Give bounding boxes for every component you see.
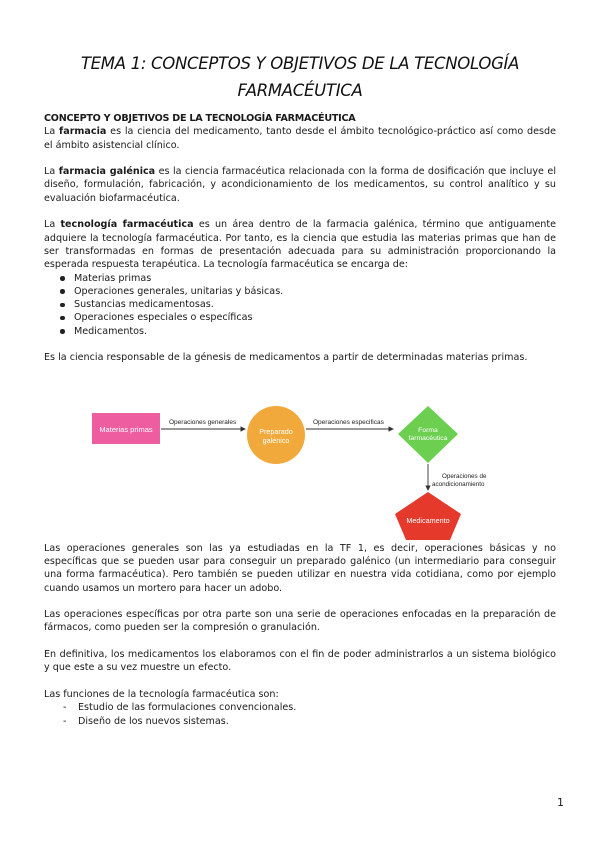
- edge-generales-label: Operaciones generales: [169, 419, 237, 426]
- node-forma-label-1: Forma: [418, 427, 438, 434]
- term-tecnologia-farmaceutica: tecnología farmacéutica: [60, 219, 194, 231]
- list-item: Sustancias medicamentosas.: [44, 298, 556, 311]
- edge-especificas-label: Operaciones especificas: [313, 419, 384, 426]
- paragraph-genesis: Es la ciencia responsable de la génesis de medicamentos a partir de determinadas materias primas.: [44, 352, 528, 364]
- term-farmacia: farmacia: [59, 126, 107, 138]
- term-farmacia-galenica: farmacia galénica: [58, 166, 156, 178]
- list-item: Operaciones generales, unitarias y básicas.: [44, 285, 556, 298]
- paragraph-farmacia: La farmacia es la ciencia del medicamento, tanto desde el ámbito tecnológico-práctico así como desde el ámbito asistencial clínico.: [44, 126, 557, 151]
- list-item: Operaciones especiales o específicas: [44, 311, 556, 324]
- paragraph-en-definitiva: En definitiva, los medicamentos los elaboramos con el fin de poder administrarlos a un sistema biológico y que este a su vez muestre un efecto.: [44, 649, 556, 674]
- edge-acondicionamiento-label-2: acondicionamiento: [432, 481, 485, 488]
- node-preparado-label-2: galénico: [262, 436, 290, 445]
- bullet-list: [44, 272, 556, 338]
- list-item: Materias primas: [44, 272, 556, 285]
- paragraph-operaciones-generales: Las operaciones generales son las ya estudiadas en la TF 1, es decir, operaciones básicas y no específicas que se pueden usar para conseguir un preparado galénico (un intermediario para conseguir una forma farmacéutica). Pero también se pueden utilizar en nuestra vida cotidiana, como por ejemplo cuando usamos un mortero para hacer un adobo.: [44, 542, 556, 594]
- list-item: - Diseño de los nuevos sistemas.: [44, 715, 556, 728]
- node-materias-primas-label: Materias primas: [99, 425, 153, 434]
- list-item: - Estudio de las formulaciones convencionales.: [44, 701, 556, 714]
- section-heading: CONCEPTO Y OBJETIVOS DE LA TECNOLOGÍA FARMACÉUTICA: [44, 113, 356, 124]
- paragraph-tecnologia-farmaceutica: La tecnología farmacéutica es un área dentro de la farmacia galénica, término que antiguamente adquiere la tecnología farmacéutica. Por tanto, es la ciencia que estudia las materias primas que han de ser transformadas en formas de presentación adecuada para su administración proporcionando la esperada respuesta terapéutica. La tecnología farmacéutica se encarga de:: [44, 219, 556, 271]
- node-forma-label-2: farmacéutica: [408, 435, 448, 442]
- paragraph-farmacia-galenica: La farmacia galénica es la ciencia farmacéutica relacionada con la forma de dosificación que incluye el diseño, formulación, fabricación, y acondicionamiento de los medicamentos, su control analítico y su evaluación biofarmacéutica.: [44, 166, 556, 204]
- edge-acondicionamiento-label-1: Operaciones de: [442, 473, 487, 480]
- process-flow-diagram: [92, 402, 512, 552]
- page-title: TEMA 1: CONCEPTOS Y OBJETIVOS DE LA TECNOLOGÍA FARMACÉUTICA: [80, 54, 520, 100]
- dash-list: [44, 701, 556, 728]
- page-number: 1: [557, 796, 564, 809]
- list-item: Medicamentos.: [44, 325, 556, 338]
- paragraph-funciones: Las funciones de la tecnología farmacéutica son:: [44, 688, 279, 700]
- node-medicamento-label: Medicamento: [406, 516, 450, 525]
- node-preparado-label-1: Preparado: [259, 427, 293, 436]
- paragraph-operaciones-especificas: Las operaciones específicas por otra parte son una serie de operaciones enfocadas en la preparación de fármacos, como pueden ser la compresión o granulación.: [44, 609, 556, 634]
